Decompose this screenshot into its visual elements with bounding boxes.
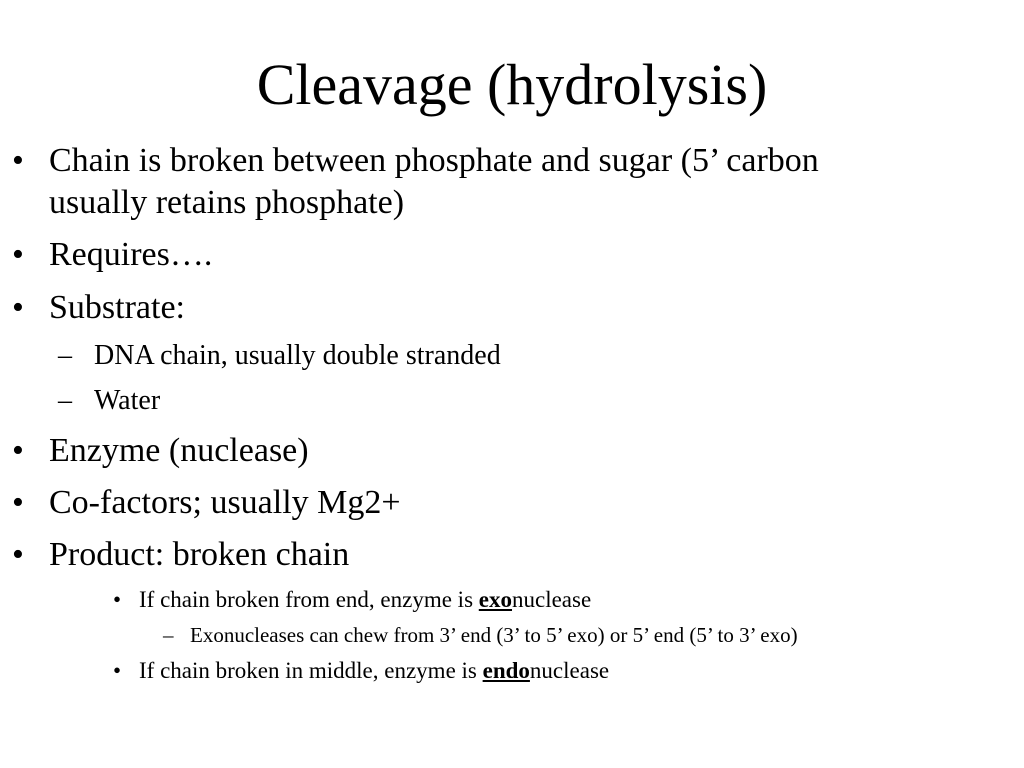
bullet-text: Substrate: [49,289,185,326]
level4-bullet-text: Exonucleases can chew from 3’ end (3’ to 5’ exo) or 5’ end (5’ to 3’ exo) [190,623,798,647]
bullet-marker: • [12,289,24,326]
bullet-marker: • [12,484,24,521]
bullet-text: Requires…. [49,236,213,273]
emphasized-term: endo [482,658,530,683]
bullet-marker: • [113,587,122,612]
text-suffix: nuclease [512,587,592,612]
bullet-marker: • [113,658,122,683]
bullet-text: usually retains phosphate) [49,184,405,221]
text-prefix: If chain broken in middle, enzyme is [139,658,483,683]
bullet-marker: • [12,236,24,273]
dash-marker: – [163,623,174,647]
bullet-text: Product: broken chain [49,536,350,573]
bullet-marker: • [12,536,24,573]
sub-bullet-text: DNA chain, usually double stranded [94,340,501,371]
sub-sub-bullet-text [139,586,591,614]
sub-sub-bullet-text [139,657,609,685]
dash-marker: – [58,340,72,371]
bullet-text: Enzyme (nuclease) [49,432,309,469]
sub-bullet-text: Water [94,385,161,416]
bullet-marker: • [12,142,24,179]
bullet-text: Co-factors; usually Mg2+ [49,484,401,521]
emphasized-term: exo [478,587,512,612]
text-suffix: nuclease [529,658,610,683]
bullet-marker: • [12,432,24,469]
text-prefix: If chain broken from end, enzyme is [139,587,479,612]
slide-title: Cleavage (hydrolysis) [256,52,768,117]
dash-marker: – [58,385,72,416]
bullet-text: Chain is broken between phosphate and sugar (5’ carbon [49,142,819,179]
